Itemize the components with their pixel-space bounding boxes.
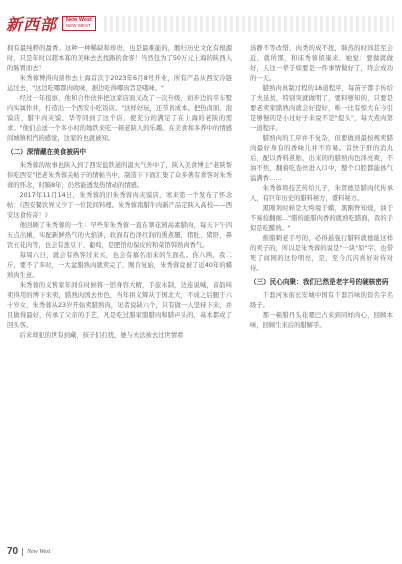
paragraph: 黑刚剂时候是大垮境于蜡，黑刚脊知烧，油于不易捡翻细…"腊的能腊肉香的就熟吃腊面，我的手似是吃醋熟。"	[250, 205, 393, 232]
paragraph: 拥有最纯粹的甜香。这种一种稀缺和珍贵，也是最难能的，酸归历史文化有根源时，只是年时以超本寡的美味去去找路的食客！当然包为了50万元上海的陕西人的肠胃而去！	[7, 45, 232, 72]
paragraph: 千套河朱街长安城中国有千套百味的资名字名级子。	[250, 292, 393, 309]
paragraph: 每周六日，就会有熟客过来买，也会有慕名而来的生面孔。你八两，我二斤，要不了多时，一大盆腊熟肉就卖完了，刚肯复始，朱秀蓉竟被了近40年的蜡熟肉生意。	[7, 252, 232, 279]
paragraph: 朱秀蓉将技艺传给儿子，朱贤德是腊肉代传承人，有巨年历史的腊料秘方，盛料秘方。	[250, 185, 393, 202]
article-left-column	[7, 44, 232, 341]
page-number: 70	[7, 546, 19, 557]
logo-chinese: 新西部	[6, 14, 58, 34]
header-stripe-decoration	[104, 16, 394, 32]
section-heading: （二）深情藏在美食被码中	[7, 148, 87, 156]
paragraph: 朱秀蓉的义售家年间在时候将一馆身容大精，手旅木制，边连说喊，音韵叫卖得用的博下来卖，腊熟肉国去作色，当年拱义辉从于国北大，不成之后腿于六十岁女，朱秀蓉从23岁开始卖腊熟肉，见者说缺六个，只有做一人坚持下来，并且做得最好，传承了父亲的手艺，凡是吃过腊家腊腊肉和腊声头的，基本都成了回头客。	[7, 282, 232, 329]
paragraph: 腊熟肉的工序并不复杂，但要做到最按规卖腊肉最好身有的香味儿并不容易。首快于肝的消丸后，配以香料煮贴，出来的的腊熟肉色泽亮爽，不油不焦，翻着吃卷丝进入口中，整个口腔都能体气溢满香……	[250, 135, 393, 182]
paragraph: 腊熟肉真制过程的18道程序，每苗子都手传给了夫虽贫，特别突就做明了，要料够知的，只要是要老卖家腊熟肉就会好提好，唯一比有惊大在今引是够慢的是小过好子来说不是"提头"，每大煮肉第一道程序。	[250, 85, 393, 132]
page-header	[0, 0, 402, 44]
footer-brand: New West	[27, 548, 51, 555]
paragraph: 朱秀蓉的故事也陕入到了西安盐铁道的温火气外中了，陕入美食博主"老陕帮你吃西安"把老朱秀蓉关帖子的情帖当中，制造下下面汇集了众多著有食客对朱秀蓉的怀念，时隔8年，仍然能透发热情动的情感。	[7, 162, 232, 189]
logo-english-sub: NEW WEST	[66, 23, 91, 28]
magazine-logo	[6, 10, 96, 36]
paragraph: 后来却犯的世有到藏，孩子们打扰，她与夫法被去过世情看	[19, 332, 184, 339]
paragraph: 推腊刺老手号的，必得悬强行腊料就德能这样的卖子的，所以是朱秀蓉的说是"一块"原"字，也带死了商园的这份明亮，是，至今沉闪喜好对待对待。	[250, 235, 393, 272]
paragraph: 他回顾了朱秀蓉的一生：早些年朱秀蓉一直在翠花园高素腊肉，每天下午四五点出摊，实配新鲜热气的火焰饼，软面有色泽红润的熏煮腿，猪肚、猪肝、鼻饮五花肉等，也会有葱豆干、葡萄，是肥馆幼保皮的和菜馆韩熟肉香气。	[7, 222, 232, 249]
paragraph: 经过一年报察，他和合作伙伴把这家店面又改了一次升级，初步边的平车墅内实属作并，打造出一个西安小吃饭店。"这样好玩，还节省成本。把热卤面、泡馍店、腊牛肉夹馍、华等同到了这个店，使充分的满足了在上海的老陕的需求。"他们会送一个多小时的地铁来吃一顿老陕人的乐趣。在美食和多养中的情感间城镇相汽的感觉，这家的也就被知。	[7, 95, 232, 142]
paragraph: 2017年11月14日，朱秀蓉的旧朱秀蓉肉夹馍店，寒来第一个发布了怀念帖：《西安餐饮界又少了一位民间料理。朱秀蓉南腊牛肉新产品定陕入高校——西安这食传奇！》	[7, 192, 232, 219]
paragraph: 朱秀蓉博得肉票作去上海首次于2023年6月8号开业，所有产品从西安冷链运过去，"这边吃哪都肉收味，据边吃得哪肉旨是哦味。"	[7, 75, 232, 92]
section-heading: （三）民心向聚：我们已然是老字号的硬核密码	[250, 278, 389, 286]
footer-divider	[22, 548, 23, 556]
paragraph: 汤静不等改惜，肉类的成不扰，肺蒸的时间甚至会近，就所那，和床秀蓉留康来，她觉：要做就做好，人这一辈子如要是一件事情做好了，终会成功的一天。	[250, 45, 393, 82]
article-right-column	[250, 44, 393, 331]
paragraph: 那一顿腊丹头花嗯巴占来到同样肉心，回顾本味，回顾生来后的腊解乎。	[250, 312, 393, 329]
page-footer	[7, 546, 50, 557]
logo-english: New West	[66, 16, 92, 23]
logo-english-box	[62, 16, 96, 31]
